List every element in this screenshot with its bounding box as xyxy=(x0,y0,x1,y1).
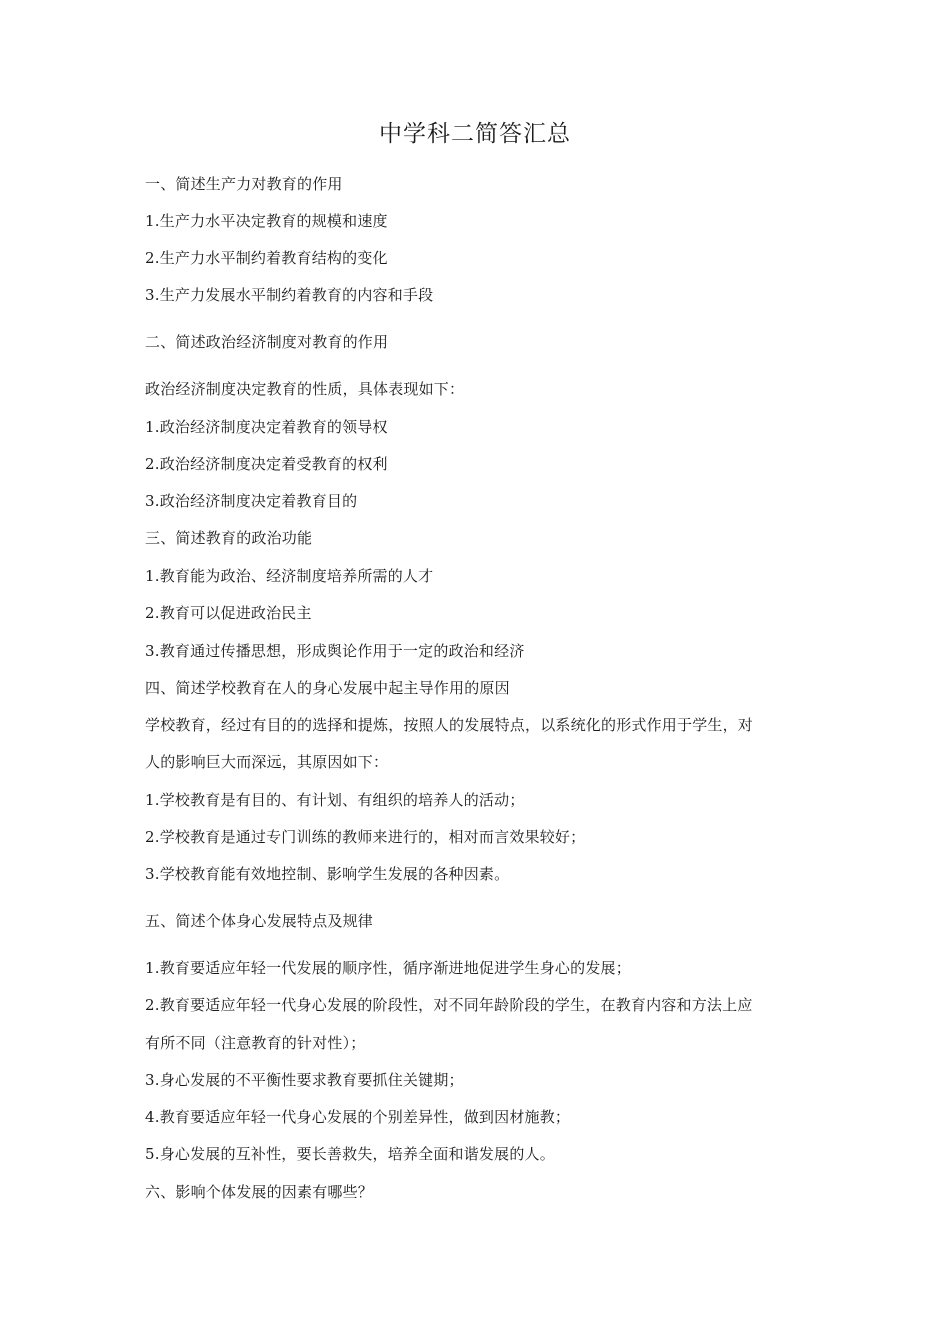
text-line: 3.身心发展的不平衡性要求教育要抓住关键期； xyxy=(145,1071,464,1089)
section-heading-4: 四、简述学校教育在人的身心发展中起主导作用的原因 xyxy=(145,679,510,697)
text-line: 2.教育可以促进政治民主 xyxy=(145,604,312,622)
text-line: 3.学校教育能有效地控制、影响学生发展的各种因素。 xyxy=(145,865,510,883)
text-line: 1.教育要适应年轻一代发展的顺序性，循序渐进地促进学生身心的发展； xyxy=(145,959,631,977)
text-line: 4.教育要适应年轻一代身心发展的个别差异性，做到因材施教； xyxy=(145,1108,571,1126)
text-line: 1.学校教育是有目的、有计划、有组织的培养人的活动； xyxy=(145,791,525,809)
text-line: 有所不同（注意教育的针对性）； xyxy=(145,1034,366,1052)
text-line: 1.生产力水平决定教育的规模和速度 xyxy=(145,212,388,230)
text-line: 3.教育通过传播思想，形成舆论作用于一定的政治和经济 xyxy=(145,642,525,660)
section-heading-6: 六、影响个体发展的因素有哪些？ xyxy=(145,1183,374,1201)
text-line: 1.教育能为政治、经济制度培养所需的人才 xyxy=(145,567,434,585)
text-line: 5.身心发展的互补性，要长善救失，培养全面和谐发展的人。 xyxy=(145,1145,555,1163)
text-line: 2.教育要适应年轻一代身心发展的阶段性，对不同年龄阶段的学生，在教育内容和方法上应 xyxy=(145,996,753,1014)
text-line: 3.政治经济制度决定着教育目的 xyxy=(145,492,358,510)
section-heading-5: 五、简述个体身心发展特点及规律 xyxy=(145,912,374,930)
section-heading-1: 一、简述生产力对教育的作用 xyxy=(145,175,343,193)
section-heading-3: 三、简述教育的政治功能 xyxy=(145,529,313,547)
document-title: 中学科二简答汇总 xyxy=(379,121,571,147)
text-line: 3.生产力发展水平制约着教育的内容和手段 xyxy=(145,286,434,304)
text-line: 学校教育，经过有目的的选择和提炼，按照人的发展特点，以系统化的形式作用于学生，对 xyxy=(145,716,754,734)
text-line: 1.政治经济制度决定着教育的领导权 xyxy=(145,418,388,436)
text-line: 2.政治经济制度决定着受教育的权利 xyxy=(145,455,388,473)
text-line: 政治经济制度决定教育的性质，具体表现如下： xyxy=(145,380,465,398)
text-line: 2.生产力水平制约着教育结构的变化 xyxy=(145,249,388,267)
text-line: 2.学校教育是通过专门训练的教师来进行的，相对而言效果较好； xyxy=(145,828,586,846)
text-line: 人的影响巨大而深远，其原因如下： xyxy=(145,753,389,771)
section-heading-2: 二、简述政治经济制度对教育的作用 xyxy=(145,333,389,351)
